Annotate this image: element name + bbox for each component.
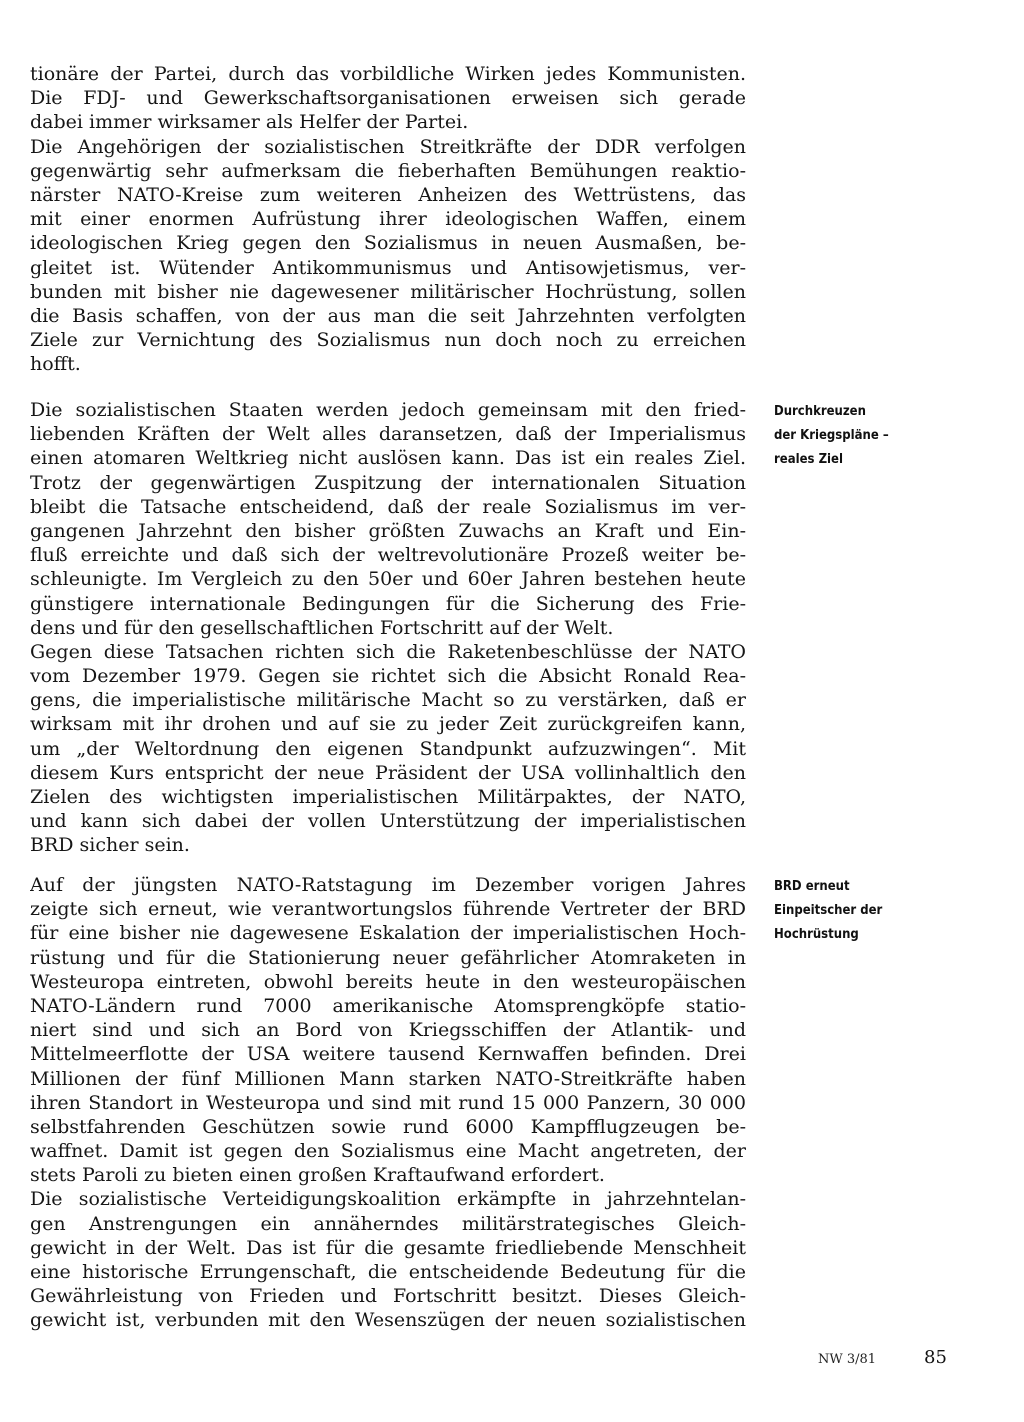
text-line: die Basis schaffen, von der aus man die seit Jahrzehnten verfolgten xyxy=(30,304,746,327)
text-line: rüstung und für die Stationierung neuer gefährlicher Atomraketen in xyxy=(30,946,746,969)
text-line: günstigere internationale Bedingungen für die Sicherung des Frie- xyxy=(30,592,746,615)
text-line: bleibt die Tatsache entscheidend, daß der reale Sozialismus im ver- xyxy=(30,495,746,518)
text-line: liebenden Kräften der Welt alles daransetzen, daß der Imperialismus xyxy=(30,423,746,446)
side-heading-1 xyxy=(774,400,1014,472)
text-line: Die sozialistische Verteidigungskoalition erkämpfte in jahrzehntelan- xyxy=(30,1188,746,1211)
text-line: Auf der jüngsten NATO-Ratstagung im Dezember vorigen Jahres xyxy=(30,874,746,896)
text-line: tionäre der Partei, durch das vorbildliche Wirken jedes Kommunisten. xyxy=(30,63,746,85)
text-line: BRD sicher sein. xyxy=(30,834,190,857)
text-line: Gewährleistung von Frieden und Fortschritt besitzt. Dieses Gleich- xyxy=(30,1285,746,1308)
text-line: stets Paroli zu bieten einen großen Kraftaufwand erfordert. xyxy=(30,1164,605,1187)
text-line: Ziele zur Vernichtung des Sozialismus nun doch noch zu erreichen xyxy=(30,329,746,352)
text-line: gangenen Jahrzehnt den bisher größten Zuwachs an Kraft und Ein- xyxy=(30,519,746,542)
text-line: dabei immer wirksamer als Helfer der Partei. xyxy=(30,111,469,134)
text-line: Die Angehörigen der sozialistischen Streitkräfte der DDR verfolgen xyxy=(30,135,746,158)
text-block-1 xyxy=(30,62,746,376)
text-line: zeigte sich erneut, wie verantwortungslos führende Vertreter der BRD xyxy=(30,898,746,921)
side-heading-2 xyxy=(774,875,1014,947)
side-heading-line: Durchkreuzen xyxy=(774,404,866,419)
side-heading-line: Einpeitscher der xyxy=(774,903,883,918)
text-line: einen atomaren Weltkrieg nicht auslösen kann. Das ist ein reales Ziel. xyxy=(30,447,746,470)
side-heading-line: BRD erneut xyxy=(774,879,850,894)
text-line: närster NATO-Kreise zum weiteren Anheizen des Wettrüstens, das xyxy=(30,183,746,206)
text-line: um „der Weltordnung den eigenen Standpunkt aufzuzwingen“. Mit xyxy=(30,737,746,760)
text-line: Gegen diese Tatsachen richten sich die Raketenbeschlüsse der NATO xyxy=(30,640,746,663)
text-line: für eine bisher nie dagewesene Eskalation der imperialistischen Hoch- xyxy=(30,922,746,945)
text-block-3 xyxy=(30,873,746,1333)
text-block-2 xyxy=(30,398,746,858)
text-line: NATO-Ländern rund 7000 amerikanische Atomsprengköpfe statio- xyxy=(30,994,746,1017)
text-line: gewicht ist, verbunden mit den Wesenszügen der neuen sozialistischen xyxy=(30,1309,746,1332)
text-line: hofft. xyxy=(30,353,81,376)
text-line: waffnet. Damit ist gegen den Sozialismus eine Macht angetreten, der xyxy=(30,1140,746,1163)
text-line: fluß erreichte und daß sich der weltrevolutionäre Prozeß weiter be- xyxy=(30,544,746,567)
text-line: gens, die imperialistische militärische Macht so zu verstärken, daß er xyxy=(30,689,746,712)
text-line: Mittelmeerflotte der USA weitere tausend Kernwaffen befinden. Drei xyxy=(30,1043,746,1066)
text-line: vom Dezember 1979. Gegen sie richtet sich die Absicht Ronald Rea- xyxy=(30,665,746,688)
text-line: Zielen des wichtigsten imperialistischen Militärpaktes, der NATO, xyxy=(30,786,746,808)
text-line: Die FDJ- und Gewerkschaftsorganisationen erweisen sich gerade xyxy=(30,87,746,110)
text-line: ihren Standort in Westeuropa und sind mit rund 15 000 Panzern, 30 000 xyxy=(30,1091,746,1114)
text-line: mit einer enormen Aufrüstung ihrer ideologischen Waffen, einem xyxy=(30,208,746,231)
text-line: ideologischen Krieg gegen den Sozialismus in neuen Ausmaßen, be- xyxy=(30,232,746,255)
page-number: 85 xyxy=(924,1347,947,1368)
text-line: Die sozialistischen Staaten werden jedoch gemeinsam mit den fried- xyxy=(30,399,746,421)
text-line: bunden mit bisher nie dagewesener militärischer Hochrüstung, sollen xyxy=(30,280,746,303)
text-line: Trotz der gegenwärtigen Zuspitzung der internationalen Situation xyxy=(30,471,746,494)
side-heading-line: der Kriegspläne – xyxy=(774,428,889,443)
text-line: schleunigte. Im Vergleich zu den 50er und 60er Jahren bestehen heute xyxy=(30,568,746,591)
text-line: gewicht in der Welt. Das ist für die gesamte friedliebende Menschheit xyxy=(30,1236,746,1259)
text-line: niert sind und sich an Bord von Kriegsschiffen der Atlantik- und xyxy=(30,1019,746,1042)
text-line: gleitet ist. Wütender Antikommunismus und Antisowjetismus, ver- xyxy=(30,256,746,279)
text-line: dens und für den gesellschaftlichen Fortschritt auf der Welt. xyxy=(30,616,614,639)
journal-issue: NW 3/81 xyxy=(818,1352,877,1367)
side-heading-line: Hochrüstung xyxy=(774,927,859,942)
text-line: Millionen der fünf Millionen Mann starken NATO-Streitkräfte haben xyxy=(30,1067,746,1090)
text-line: und kann sich dabei der vollen Unterstützung der imperialistischen xyxy=(30,810,746,833)
text-line: Westeuropa eintreten, obwohl bereits heute in den westeuropäischen xyxy=(30,970,746,993)
side-heading-line: reales Ziel xyxy=(774,452,843,467)
text-line: gen Anstrengungen ein annäherndes militärstrategisches Gleich- xyxy=(30,1212,746,1235)
text-line: diesem Kurs entspricht der neue Präsident der USA vollinhaltlich den xyxy=(30,761,746,784)
text-line: gegenwärtig sehr aufmerksam die fieberhaften Bemühungen reaktio- xyxy=(30,159,746,182)
text-line: wirksam mit ihr drohen und auf sie zu jeder Zeit zurückgreifen kann, xyxy=(30,713,746,736)
text-line: eine historische Errungenschaft, die entscheidende Bedeutung für die xyxy=(30,1261,746,1283)
text-line: selbstfahrenden Geschützen sowie rund 6000 Kampfflugzeugen be- xyxy=(30,1115,746,1138)
